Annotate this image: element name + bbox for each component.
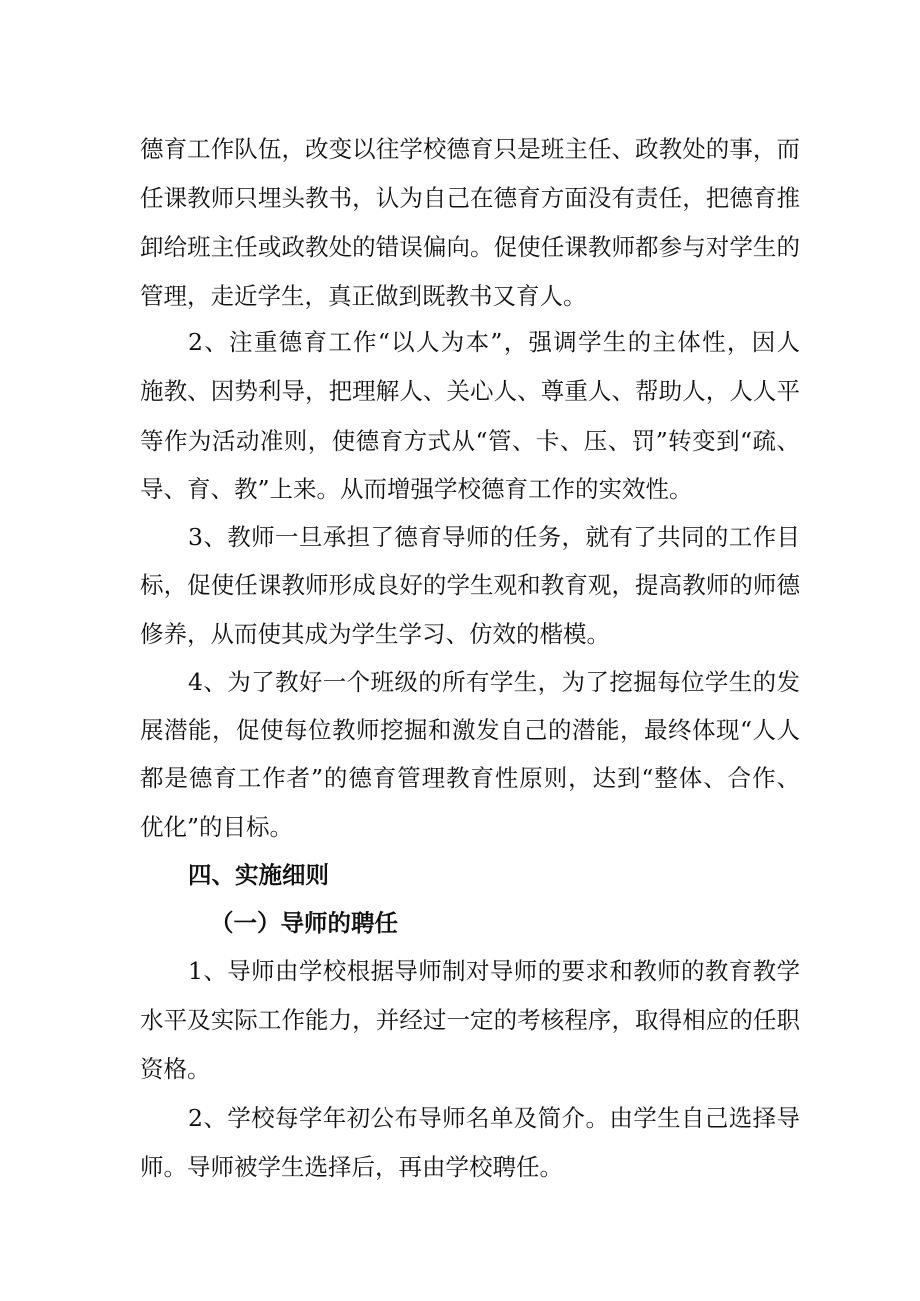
paragraph-6-line-2: 师。导师被学生选择后，再由学校聘任。 (140, 1153, 563, 1181)
subsection-heading: （一）导师的聘任 (210, 909, 398, 937)
paragraph-5-line-2: 水平及实际工作能力，并经过一定的考核程序，取得相应的任职 (140, 1006, 800, 1034)
paragraph-4-line-1: 4、为了教好一个班级的所有学生，为了挖掘每位学生的发 (188, 668, 800, 696)
paragraph-4-line-4: 优化”的目标。 (140, 813, 294, 841)
paragraph-1-line-2: 任课教师只埋头教书，认为自己在德育方面没有责任，把德育推 (140, 184, 800, 212)
paragraph-1-line-4: 管理，走近学生，真正做到既教书又育人。 (140, 282, 587, 310)
paragraph-5-line-1: 1、导师由学校根据导师制对导师的要求和教师的教育教学 (188, 957, 800, 985)
paragraph-1-line-1: 德育工作队伍，改变以往学校德育只是班主任、政教处的事，而 (140, 135, 800, 163)
section-heading: 四、实施细则 (188, 861, 329, 889)
paragraph-2-line-1: 2、注重德育工作“以人为本”，强调学生的主体性，因人 (188, 328, 800, 356)
paragraph-2-line-2: 施教、因势利导，把理解人、关心人、尊重人、帮助人，人人平 (140, 377, 800, 405)
paragraph-2-line-3: 等作为活动准则，使德育方式从“管、卡、压、罚”转变到“疏、 (140, 427, 800, 455)
paragraph-4-line-2: 展潜能，促使每位教师挖掘和激发自己的潜能，最终体现“人人 (140, 716, 800, 744)
paragraph-1-line-3: 卸给班主任或政教处的错误偏向。促使任课教师都参与对学生的 (140, 233, 800, 261)
paragraph-5-line-3: 资格。 (140, 1055, 211, 1083)
paragraph-3-line-3: 修养，从而使其成为学生学习、仿效的楷模。 (140, 620, 610, 648)
paragraph-3-line-1: 3、教师一旦承担了德育导师的任务，就有了共同的工作目 (188, 523, 800, 551)
paragraph-4-line-3: 都是德育工作者”的德育管理教育性原则，达到“整体、合作、 (140, 764, 800, 792)
paragraph-2-line-4: 导、育、教”上来。从而增强学校德育工作的实效性。 (140, 475, 693, 503)
paragraph-3-line-2: 标，促使任课教师形成良好的学生观和教育观，提高教师的师德 (140, 571, 800, 599)
paragraph-6-line-1: 2、学校每学年初公布导师名单及简介。由学生自己选择导 (188, 1104, 800, 1132)
